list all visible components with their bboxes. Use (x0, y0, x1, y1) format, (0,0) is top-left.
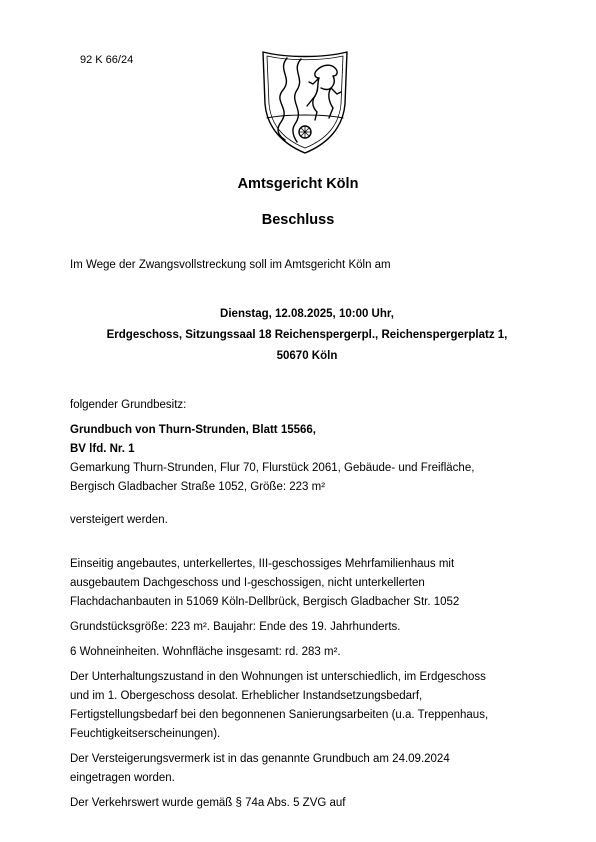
text-line: und im 1. Obergeschoss desolat. Erheblicher Instandsetzungsbedarf, (70, 690, 423, 702)
coat-of-arms-icon (257, 48, 353, 156)
market-value-paragraph: Der Verkehrswert wurde gemäß § 74a Abs. 5 ZVG auf (70, 797, 346, 809)
condition-paragraph (70, 668, 540, 744)
bv-number: BV lfd. Nr. 1 (70, 443, 135, 455)
registration-paragraph (70, 750, 540, 788)
text-line: ausgebautem Dachgeschoss und I-geschossigen, nicht unterkellerten (70, 577, 425, 589)
text-line: Feuchtigkeitserscheinungen). (70, 728, 221, 740)
appointment-city: 50670 Köln (276, 350, 338, 362)
appointment-location: Erdgeschoss, Sitzungssaal 18 Reichenspergerpl., Reichenspergerplatz 1, (106, 329, 508, 341)
case-number: 92 K 66/24 (80, 54, 134, 66)
property-details (70, 421, 474, 497)
versteigert-text: versteigert werden. (70, 514, 168, 526)
text-line: Flachdachanbauten in 51069 Köln-Dellbrück, Bergisch Gladbacher Str. 1052 (70, 596, 460, 608)
property-description (70, 555, 540, 819)
text-line: Der Unterhaltungszustand in den Wohnungen ist unterschiedlich, im Erdgeschoss (70, 671, 486, 683)
appointment-date: Dienstag, 12.08.2025, 10:00 Uhr, (220, 308, 394, 320)
units-paragraph: 6 Wohneinheiten. Wohnfläche insgesamt: rd. 283 m². (70, 646, 341, 658)
document-title: Beschluss (261, 212, 335, 228)
appointment-block (70, 304, 544, 367)
description-paragraph (70, 555, 540, 612)
text-line: Der Versteigerungsvermerk ist in das genannte Grundbuch am 24.09.2024 (70, 753, 450, 765)
gemarkung-line: Gemarkung Thurn-Strunden, Flur 70, Flurstück 2061, Gebäude- und Freifläche, (70, 462, 475, 474)
intro-text: Im Wege der Zwangsvollstreckung soll im Amtsgericht Köln am (70, 259, 391, 271)
property-label: folgender Grundbesitz: (70, 399, 187, 411)
address-line: Bergisch Gladbacher Straße 1052, Größe: 223 m² (70, 481, 326, 493)
text-line: Fertigstellungsbedarf bei den begonnenen Sanierungsarbeiten (u.a. Treppenhaus, (70, 709, 489, 721)
lot-size-paragraph: Grundstücksgröße: 223 m². Baujahr: Ende des 19. Jahrhunderts. (70, 621, 401, 633)
text-line: eingetragen worden. (70, 772, 175, 784)
court-name: Amtsgericht Köln (237, 176, 359, 192)
text-line: Einseitig angebautes, unterkellertes, III-geschossiges Mehrfamilienhaus mit (70, 558, 455, 570)
grundbuch-reference: Grundbuch von Thurn-Strunden, Blatt 15566, (70, 424, 316, 436)
